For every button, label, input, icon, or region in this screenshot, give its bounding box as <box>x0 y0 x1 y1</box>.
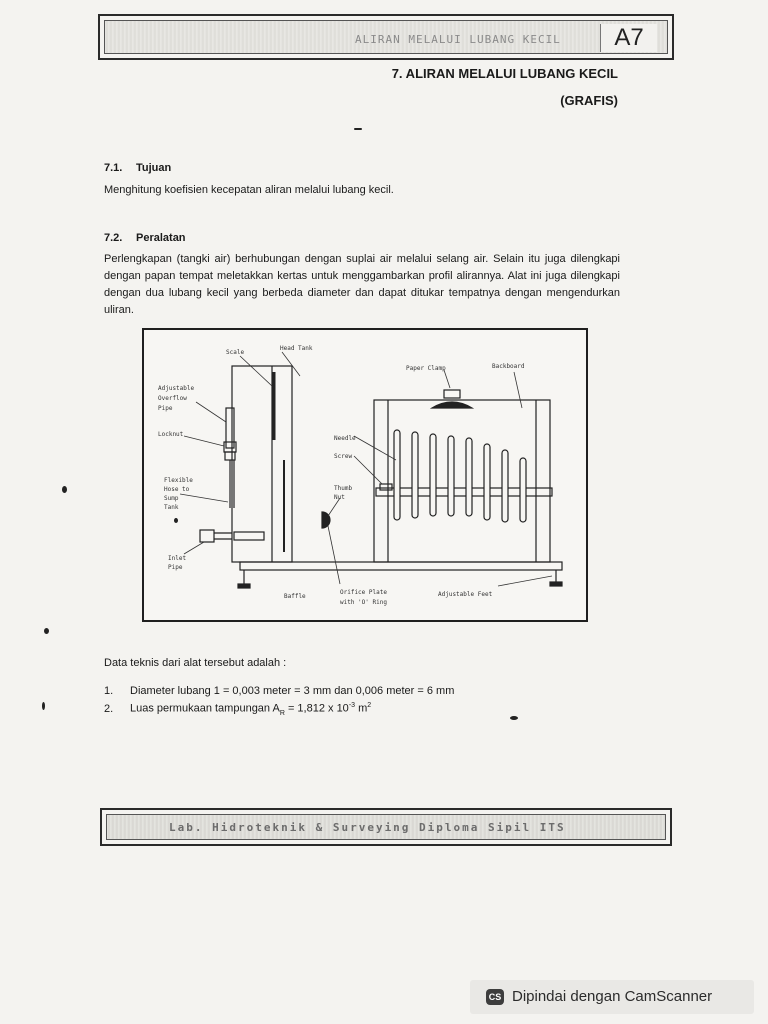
item-text: Diameter lubang 1 = 0,003 meter = 3 mm dan 0,006 meter = 6 mm <box>130 685 455 697</box>
scan-speck <box>510 716 518 720</box>
chapter-code: A7 <box>600 24 657 52</box>
footer-lab-name: Lab. Hidroteknik & Surveying Diploma Sipil ITS <box>169 821 566 834</box>
item-sup: -3 <box>348 702 356 709</box>
label-screw: Screw <box>334 453 353 460</box>
scan-speck <box>174 518 178 523</box>
label-paper-clamp: Paper Clamp <box>406 365 446 372</box>
section-number: 7.1. <box>104 162 123 174</box>
label-adjustable-feet: Adjustable Feet <box>438 591 493 598</box>
label-locknut: Locknut <box>158 431 184 438</box>
item-text-pre: Luas permukaan tampungan A <box>130 702 280 715</box>
label-inlet-2: Pipe <box>168 564 183 571</box>
technical-intro: Data teknis dari alat tersebut adalah : <box>104 657 287 669</box>
section-heading-tujuan <box>104 162 171 174</box>
label-orifice-1: Orifice Plate <box>340 589 387 596</box>
scanner-watermark <box>470 980 754 1014</box>
section-body-tujuan: Menghitung koefisien kecepatan aliran melalui lubang kecil. <box>104 184 394 196</box>
section-body-peralatan: Perlengkapan (tangki air) berhubungan dengan suplai air melalui selang air. Selain itu juga dilengkapi dengan papan tempat meletakkan kertas untuk menggambarkan profil alirannya. Alat ini juga dilengkapi dengan dua lubang kecil yang berbeda diameter dan dapat ditukar tempatnya dengan mengendurkan uliran. <box>104 253 620 316</box>
item-number: 2. <box>104 702 114 715</box>
technical-item-2 <box>104 702 371 717</box>
camscanner-logo: CS <box>486 989 504 1005</box>
label-head-tank: Head Tank <box>280 345 313 352</box>
label-overflow-1: Adjustable <box>158 385 195 392</box>
label-hose-3: Sump <box>164 495 179 502</box>
scan-mark <box>354 128 362 130</box>
header-faded-text: ALIRAN MELALUI LUBANG KECIL <box>355 33 561 46</box>
label-inlet-1: Inlet <box>168 555 187 562</box>
scan-speck <box>44 628 49 634</box>
chapter-subtitle: (GRAFIS) <box>560 93 618 108</box>
label-thumb-nut-2: Nut <box>334 494 345 501</box>
label-backboard: Backboard <box>492 363 525 370</box>
item-sub: R <box>279 709 285 717</box>
section-title: Peralatan <box>136 232 186 244</box>
item-number: 1. <box>104 685 114 697</box>
label-overflow-2: Overflow <box>158 395 187 402</box>
apparatus-diagram <box>144 330 586 620</box>
scan-speck <box>62 486 67 493</box>
scanner-text: Dipindai dengan CamScanner <box>512 988 713 1005</box>
section-title: Tujuan <box>136 162 172 174</box>
footer-banner <box>100 808 672 846</box>
label-overflow-3: Pipe <box>158 405 173 412</box>
item-text-post: m <box>355 702 368 715</box>
scan-speck <box>42 702 45 710</box>
label-hose-2: Hose to <box>164 486 190 493</box>
header-banner <box>98 14 674 60</box>
label-hose-1: Flexible <box>164 477 193 484</box>
label-hose-4: Tank <box>164 504 179 511</box>
header-banner-inner <box>104 20 668 54</box>
item-sup-2: 2 <box>367 702 372 709</box>
label-thumb-nut-1: Thumb <box>334 485 353 492</box>
label-orifice-2: with 'O' Ring <box>340 599 387 606</box>
item-text-mid: = 1,812 x 10 <box>284 702 349 715</box>
section-number: 7.2. <box>104 232 123 244</box>
label-baffle: Baffle <box>284 593 306 600</box>
footer-banner-inner <box>106 814 666 840</box>
chapter-title: 7. ALIRAN MELALUI LUBANG KECIL <box>391 66 618 81</box>
apparatus-figure <box>142 328 588 622</box>
technical-item-1 <box>104 685 454 697</box>
label-scale: Scale <box>226 349 245 356</box>
section-heading-peralatan <box>104 232 186 244</box>
label-needle: Needle <box>334 435 356 442</box>
